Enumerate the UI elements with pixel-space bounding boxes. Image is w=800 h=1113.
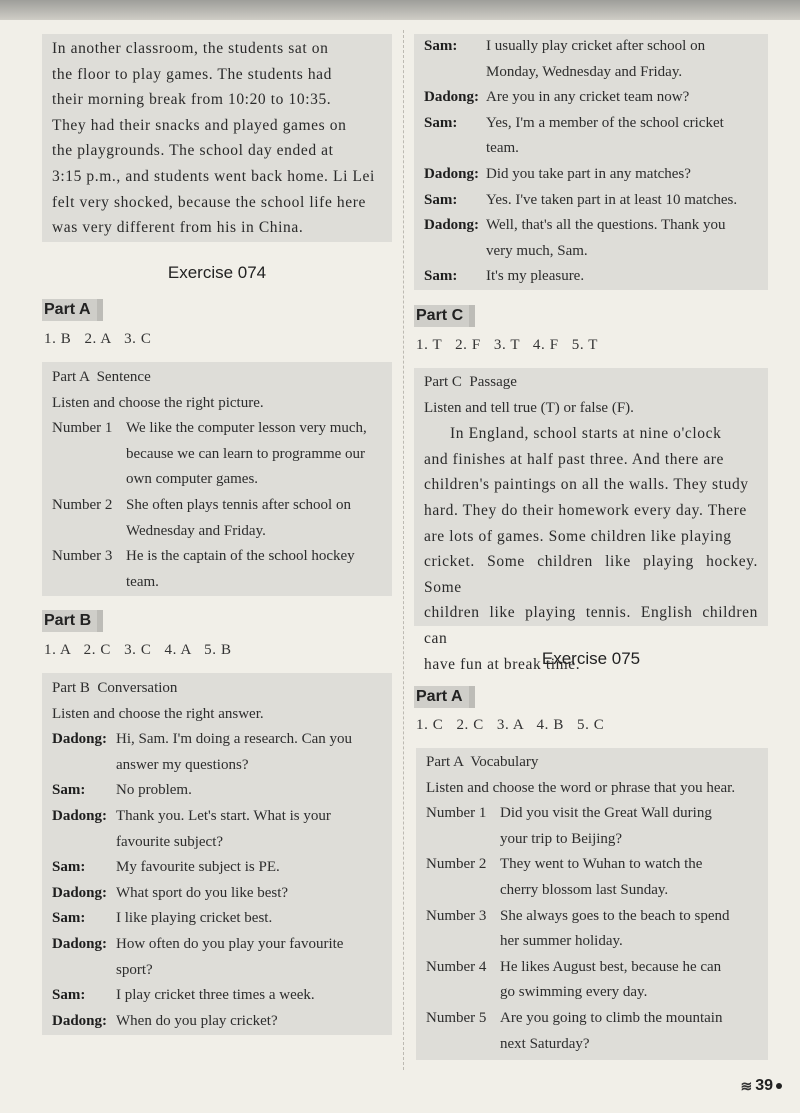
- item-text: He likes August best, because he can: [500, 958, 722, 975]
- item-number: Number 3: [52, 548, 113, 565]
- utterance: team.: [486, 140, 519, 157]
- dialogue-line: [52, 804, 382, 830]
- item-2: [426, 852, 758, 878]
- item-text: They went to Wuhan to watch the: [500, 856, 703, 873]
- dialogue-line: [424, 213, 758, 239]
- speaker: Dadong:: [424, 89, 480, 106]
- passage-line: the floor to play games. The students had: [52, 65, 333, 83]
- item-text: cherry blossom last Sunday.: [500, 881, 669, 898]
- utterance: I usually play cricket after school on: [486, 38, 706, 54]
- page-number: [740, 1077, 782, 1095]
- item-text: We like the computer lesson very much,: [126, 420, 367, 437]
- instruction: Listen and tell true (T) or false (F).: [424, 399, 634, 416]
- speaker: Dadong:: [52, 807, 108, 824]
- item-number: Number 2: [426, 856, 487, 873]
- utterance: I play cricket three times a week.: [116, 987, 315, 1004]
- utterance: Yes, I'm a member of the school cricket: [486, 114, 724, 131]
- part-a-label: Part A: [42, 299, 97, 321]
- passage-line: was very different from his in China.: [52, 219, 304, 237]
- speaker: Sam:: [52, 782, 86, 799]
- part-a-answers: 1. B 2. A 3. C: [44, 331, 152, 347]
- utterance: favourite subject?: [116, 833, 224, 850]
- dialogue-line: [52, 855, 382, 881]
- passage-line: felt very shocked, because the school life here: [52, 193, 366, 211]
- speaker: Sam:: [424, 191, 458, 208]
- speaker: Dadong:: [52, 731, 108, 748]
- part-a-label: Part A: [414, 686, 469, 708]
- part-b-label: Part B: [42, 610, 97, 632]
- utterance: Well, that's all the questions. Thank you: [486, 217, 726, 234]
- passage-line: children like playing tennis. English children can: [424, 604, 758, 647]
- instruction: Listen and choose the right picture.: [52, 394, 264, 411]
- part-a-answers: 1. C 2. C 3. A 4. B 5. C: [416, 717, 605, 733]
- item-3: [52, 544, 382, 570]
- utterance: Thank you. Let's start. What is your: [116, 807, 331, 824]
- utterance: How often do you play your favourite: [116, 935, 344, 952]
- passage-line: hard. They do their homework every day. There: [424, 501, 747, 519]
- utterance: I like playing cricket best.: [116, 910, 273, 927]
- dialogue-line: [52, 983, 382, 1009]
- speaker: Sam:: [424, 114, 458, 131]
- utterance: answer my questions?: [116, 756, 249, 773]
- part-a-script: [416, 748, 768, 1060]
- item-number: Number 5: [426, 1009, 487, 1026]
- passage-line: In another classroom, the students sat on: [52, 40, 329, 57]
- passage-line: cricket. Some children like playing hockey. Some: [424, 553, 758, 596]
- speaker: Dadong:: [52, 1012, 108, 1029]
- part-b-answers: 1. A 2. C 3. C 4. A 5. B: [44, 642, 232, 658]
- item-number: Number 1: [426, 805, 487, 822]
- speaker: Dadong:: [424, 165, 480, 182]
- item-2: [52, 493, 382, 519]
- dialogue-line: [424, 85, 758, 111]
- item-text: next Saturday?: [500, 1035, 590, 1052]
- speaker: Sam:: [52, 859, 86, 876]
- passage-line: the playgrounds. The school day ended at: [52, 142, 334, 160]
- passage-line: In England, school starts at nine o'clock: [450, 425, 722, 443]
- item-number: Number 1: [52, 420, 113, 437]
- section-heading: Part A Vocabulary: [426, 754, 539, 770]
- section-heading: Part A Sentence: [52, 369, 151, 385]
- item-text: Wednesday and Friday.: [126, 522, 266, 539]
- part-b-script: [42, 673, 392, 1035]
- utterance: Are you in any cricket team now?: [486, 89, 690, 106]
- part-c-answers: 1. T 2. F 3. T 4. F 5. T: [416, 337, 599, 353]
- passage-line: are lots of games. Some children like playing: [424, 527, 732, 545]
- passage-line: children's paintings on all the walls. They study: [424, 476, 749, 494]
- dialogue-line: [424, 162, 758, 188]
- passage-line: have fun at break time.: [424, 655, 581, 673]
- dialogue-line: [52, 881, 382, 907]
- speaker: Dadong:: [424, 217, 480, 234]
- item-text: go swimming every day.: [500, 984, 648, 1001]
- passage-line: their morning break from 10:20 to 10:35.: [52, 91, 332, 109]
- speaker: Dadong:: [52, 884, 108, 901]
- speaker: Dadong:: [52, 935, 108, 952]
- dialogue-line: [52, 727, 382, 753]
- part-a-script: [42, 362, 392, 596]
- item-text: Did you visit the Great Wall during: [500, 805, 712, 822]
- dialogue-line: [424, 34, 758, 60]
- item-1: [52, 416, 382, 442]
- item-3: [426, 904, 758, 930]
- passage-line: 3:15 p.m., and students went back home. Li Lei: [52, 167, 375, 185]
- utterance: Hi, Sam. I'm doing a research. Can you: [116, 731, 352, 748]
- utterance: When do you play cricket?: [116, 1012, 278, 1029]
- column-divider: [403, 30, 404, 1070]
- utterance: What sport do you like best?: [116, 884, 289, 901]
- passage-line: They had their snacks and played games on: [52, 116, 347, 134]
- speaker: Sam:: [52, 910, 86, 927]
- item-number: Number 2: [52, 496, 113, 513]
- right-column: [414, 0, 768, 1113]
- dialogue-line: [52, 906, 382, 932]
- dialogue-line: [52, 1009, 382, 1035]
- section-heading: Part B Conversation: [52, 680, 178, 696]
- page-number-text: 39: [755, 1077, 773, 1094]
- utterance: My favourite subject is PE.: [116, 859, 280, 876]
- dialogue-line: [424, 111, 758, 137]
- item-text: She always goes to the beach to spend: [500, 907, 730, 924]
- item-text: your trip to Beijing?: [500, 830, 623, 847]
- wave-icon: ≋: [740, 1077, 753, 1094]
- item-number: Number 3: [426, 907, 487, 924]
- item-5: [426, 1006, 758, 1032]
- utterance: Did you take part in any matches?: [486, 165, 691, 182]
- section-heading: Part C Passage: [424, 374, 517, 390]
- part-b-script-continued: [414, 34, 768, 290]
- utterance: It's my pleasure.: [486, 268, 585, 285]
- passage-line: and finishes at half past three. And there are: [424, 450, 725, 468]
- item-text: He is the captain of the school hockey: [126, 548, 355, 565]
- speaker: Sam:: [52, 987, 86, 1004]
- exercise-title: Exercise 074: [167, 263, 267, 282]
- utterance: Yes. I've taken part in at least 10 matches.: [486, 191, 738, 208]
- utterance: No problem.: [116, 782, 192, 799]
- item-text: Are you going to climb the mountain: [500, 1009, 723, 1026]
- dot-icon: [776, 1083, 782, 1089]
- utterance: Monday, Wednesday and Friday.: [486, 63, 683, 80]
- left-column: [42, 0, 392, 1113]
- speaker: Sam:: [424, 268, 458, 285]
- item-text: her summer holiday.: [500, 933, 623, 950]
- intro-passage: [42, 34, 392, 242]
- dialogue-line: [52, 778, 382, 804]
- item-1: [426, 801, 758, 827]
- exercise-title: Exercise 075: [541, 649, 641, 668]
- dialogue-line: [424, 264, 758, 290]
- item-text: team.: [126, 573, 159, 590]
- instruction: Listen and choose the right answer.: [52, 705, 264, 722]
- item-number: Number 4: [426, 958, 487, 975]
- item-text: own computer games.: [126, 471, 259, 488]
- instruction: Listen and choose the word or phrase that you hear.: [426, 779, 736, 796]
- item-4: [426, 955, 758, 981]
- speaker: Sam:: [424, 38, 458, 54]
- item-text: She often plays tennis after school on: [126, 496, 351, 513]
- dialogue-line: [52, 932, 382, 958]
- part-c-label: Part C: [414, 305, 469, 327]
- dialogue-line: [424, 188, 758, 214]
- utterance: very much, Sam.: [486, 242, 588, 259]
- utterance: sport?: [116, 961, 153, 978]
- item-text: because we can learn to programme our: [126, 445, 366, 462]
